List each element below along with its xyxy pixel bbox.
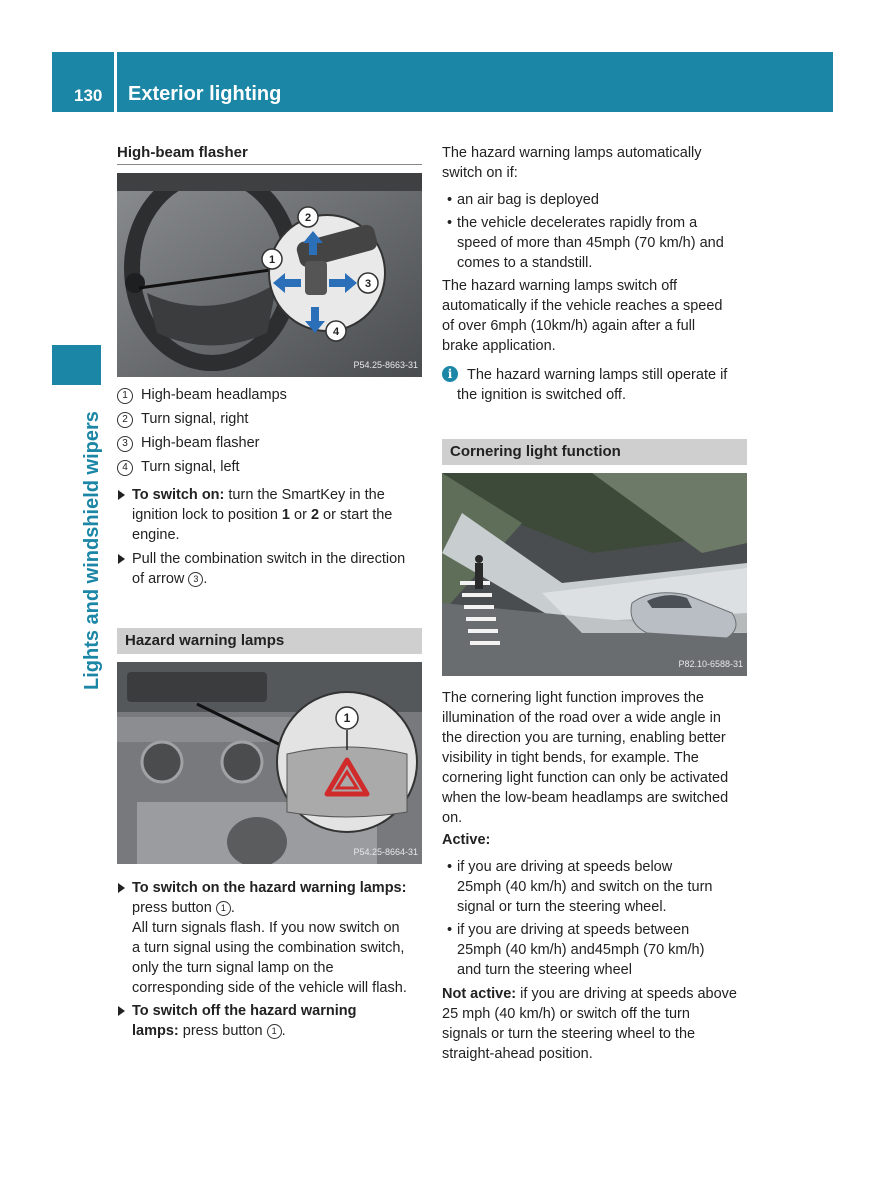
section-title-high-beam: High-beam flasher (117, 143, 422, 165)
svg-text:1: 1 (268, 254, 276, 266)
figure-high-beam-illustration (117, 173, 422, 377)
step-text: . (203, 571, 208, 587)
info-icon: i (442, 366, 458, 382)
bullet-dot: • (447, 192, 453, 208)
para-text: cornering light function can only be activated (442, 770, 729, 786)
figure-code: P54.25-8663-31 (353, 360, 418, 370)
bullet-line: signal or turn the steering wheel. (457, 899, 667, 915)
step-text: press button (132, 900, 216, 916)
step-text: corresponding side of the vehicle will flash. (132, 980, 407, 996)
para-text: on. (442, 810, 463, 826)
step-arrow-icon (118, 490, 125, 500)
page-number: 130 (74, 86, 103, 105)
paragraph-cornering-desc (442, 688, 752, 850)
section-title-hazard: Hazard warning lamps (117, 628, 422, 654)
para-text: straight-ahead position. (442, 1046, 593, 1062)
bullet-dot: • (447, 215, 453, 231)
note-text: The hazard warning lamps still operate if (467, 367, 728, 383)
note-text: the ignition is switched off. (457, 387, 626, 403)
bullet-dot: • (447, 859, 453, 875)
step-text: turn the SmartKey in the (224, 487, 385, 503)
instruction-step (132, 485, 432, 545)
figure-code: P54.25-8664-31 (353, 847, 418, 857)
step-text: Pull the combination switch in the direction (132, 551, 406, 567)
figure-cornering-illustration (442, 473, 747, 676)
figure-hazard-illustration (117, 662, 422, 864)
step-text: ignition lock to position (132, 507, 282, 523)
legend-item (117, 409, 248, 429)
bullet-text: an air bag is deployed (457, 192, 599, 208)
bullet-line: if you are driving at speeds between (457, 922, 690, 938)
section-title-cornering: Cornering light function (442, 439, 747, 465)
step-lead: To switch on: (132, 487, 225, 503)
page-title: Exterior lighting (128, 83, 282, 105)
step-text: press button (178, 1023, 267, 1039)
bullet-line: the vehicle decelerates rapidly from a (457, 215, 698, 231)
side-tab-marker (52, 345, 101, 385)
para-text: The hazard warning lamps switch off (442, 278, 678, 294)
step-text: or start the (319, 507, 393, 523)
step-lead: To switch off the hazard warning (132, 1003, 357, 1019)
callout-number: 1 (267, 1024, 282, 1039)
legend-item (117, 385, 287, 405)
bullet-dot: • (447, 922, 453, 938)
position-value: 2 (310, 507, 320, 523)
bullet-line: if you are driving at speeds below (457, 859, 673, 875)
svg-text:2: 2 (304, 212, 312, 224)
para-text: automatically if the vehicle reaches a speed (442, 298, 723, 314)
step-arrow-icon (118, 554, 125, 564)
legend-text: Turn signal, right (141, 411, 249, 427)
step-arrow-icon (118, 883, 125, 893)
paragraph-auto-intro (442, 143, 752, 183)
para-text: when the low-beam headlamps are switched (442, 790, 729, 806)
page-number-box (52, 52, 114, 112)
para-text: 25 mph (40 km/h) or switch off the turn (442, 1006, 690, 1022)
para-text: brake application. (442, 338, 556, 354)
para-text: switch on if: (442, 165, 518, 181)
active-label: Active: (442, 832, 491, 848)
para-text: of over 6mph (10km/h) again after a full (442, 318, 696, 334)
step-lead: lamps: (132, 1023, 179, 1039)
bullet-line: speed of more than 45mph (70 km/h) and (457, 235, 724, 251)
step-text: . (281, 1023, 286, 1039)
para-text: visibility in tight bends, for example. The (442, 750, 699, 766)
step-text: All turn signals flash. If you now switch on (132, 920, 400, 936)
figure-code: P82.10-6588-31 (678, 659, 743, 669)
bullet-line: comes to a standstill. (457, 255, 593, 271)
step-text: or (290, 507, 311, 523)
step-text: of arrow (132, 571, 189, 587)
step-text: only the turn signal lamp on the (132, 960, 334, 976)
legend-text: Turn signal, left (141, 459, 240, 475)
callout-number: 1 (216, 901, 231, 916)
info-note-cont (457, 385, 747, 405)
para-text: The cornering light function improves the (442, 690, 704, 706)
bullet-text (457, 857, 713, 917)
svg-text:4: 4 (332, 326, 340, 338)
para-text: The hazard warning lamps automatically (442, 145, 702, 161)
figure-cornering (442, 473, 747, 676)
legend-text: High-beam headlamps (141, 387, 287, 403)
paragraph-not-active (442, 984, 757, 1064)
step-text: . (230, 900, 235, 916)
info-note (467, 365, 757, 385)
para-text: the direction you are turning, enabling better (442, 730, 726, 746)
step-text: engine. (132, 527, 180, 543)
bullet-text (457, 213, 724, 273)
legend-item (117, 433, 259, 453)
figure-hazard (117, 662, 422, 864)
bullet-text (457, 920, 704, 980)
not-active-label: Not active: (442, 986, 517, 1002)
bullet-line: 25mph (40 km/h) and switch on the turn (457, 879, 713, 895)
legend-text: High-beam flasher (141, 435, 260, 451)
callout-number: 3 (188, 572, 203, 587)
svg-text:3: 3 (364, 278, 372, 290)
para-text: signals or turn the steering wheel to the (442, 1026, 696, 1042)
position-value: 1 (281, 507, 290, 523)
hazard-callout: 1 (343, 711, 351, 725)
legend-item (117, 457, 240, 477)
instruction-step (132, 549, 432, 589)
step-lead: To switch on the hazard warning lamps: (132, 880, 407, 896)
instruction-step (132, 1001, 432, 1041)
para-text: if you are driving at speeds above (516, 986, 737, 1002)
callout-number: 3 (117, 436, 133, 452)
callout-number: 4 (117, 460, 133, 476)
callout-number: 2 (117, 412, 133, 428)
figure-high-beam (117, 173, 422, 377)
bullet-line: 25mph (40 km/h) and45mph (70 km/h) (457, 942, 705, 958)
callout-number: 1 (117, 388, 133, 404)
step-text: a turn signal using the combination switch, (132, 940, 405, 956)
paragraph-auto-off (442, 276, 752, 356)
side-tab-text: Lights and windshield wipers (81, 411, 103, 690)
para-text: illumination of the road over a wide angle in (442, 710, 721, 726)
bullet-line: and turn the steering wheel (457, 962, 632, 978)
instruction-step (132, 878, 432, 998)
step-arrow-icon (118, 1006, 125, 1016)
